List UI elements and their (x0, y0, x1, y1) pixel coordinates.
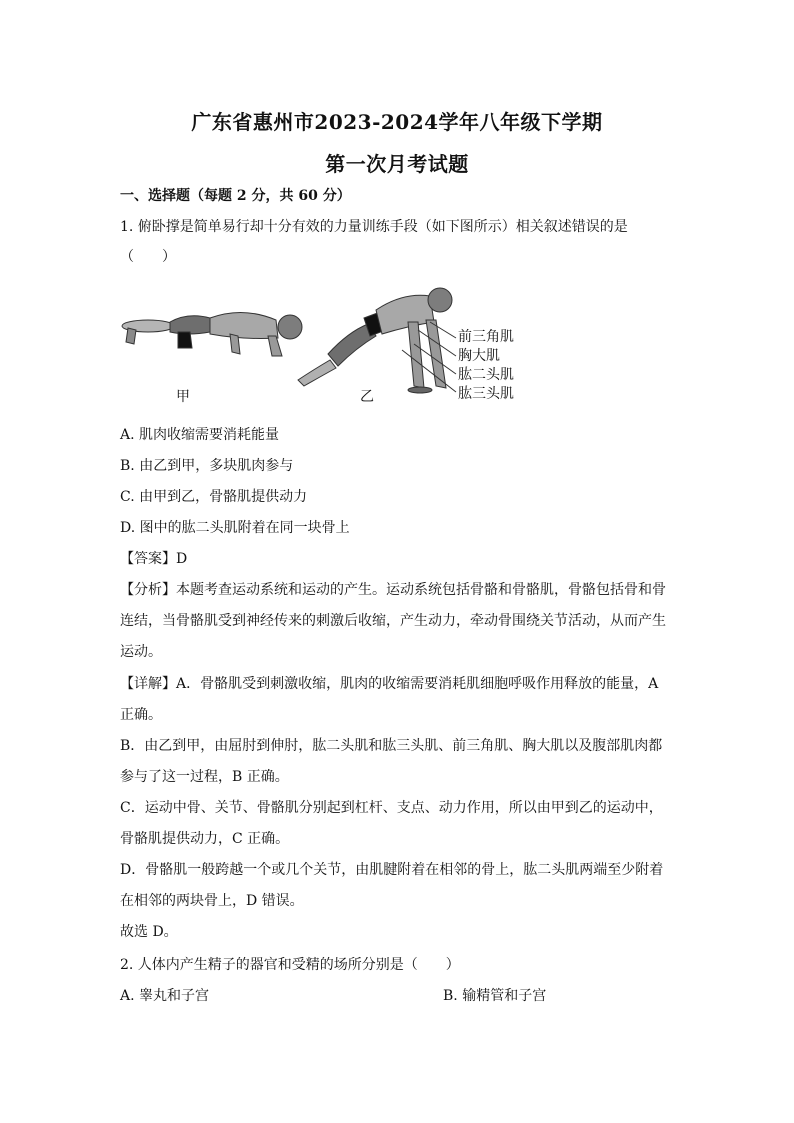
q1-analysis-line: 运动。 (120, 644, 162, 660)
muscle-label-triceps: 肱三头肌 (458, 386, 514, 402)
q1-detail-line: D．骨骼肌一般跨越一个或几个关节，由肌腱附着在相邻的骨上，肱二头肌两端至少附着 (120, 862, 664, 878)
pushup-figure-jia (122, 312, 302, 356)
q1-detail-line: 参与了这一过程，B 正确。 (120, 769, 289, 785)
q1-detail-line: 在相邻的两块骨上，D 错误。 (120, 893, 304, 909)
q1-detail-line: C．运动中骨、关节、骨骼肌分别起到杠杆、支点、动力作用，所以由甲到乙的运动中， (120, 800, 663, 816)
q1-answer: 【答案】D (120, 551, 188, 567)
q1-detail-line: B．由乙到甲，由屈肘到伸肘，肱二头肌和肱三头肌、前三角肌、胸大肌以及腹部肌肉都 (120, 738, 663, 754)
pushup-figure-yi (298, 288, 452, 393)
figure-label-yi: 乙 (360, 389, 374, 405)
q1-option-b: B. 由乙到甲，多块肌肉参与 (120, 458, 294, 474)
q2-stem: 2. 人体内产生精子的器官和受精的场所分别是（ ） (120, 957, 460, 973)
q1-detail-line: 骨骼肌提供动力，C 正确。 (120, 831, 290, 847)
q2-option-a: A. 睾丸和子宫 (120, 988, 210, 1004)
q1-option-d: D. 图中的肱二头肌附着在同一块骨上 (120, 520, 350, 536)
q2-option-b: B. 输精管和子宫 (443, 988, 547, 1004)
muscle-label-biceps: 肱二头肌 (458, 367, 514, 383)
figure-label-jia: 甲 (176, 389, 190, 405)
q1-detail-line: 正确。 (120, 707, 162, 723)
pushup-figure (118, 282, 538, 407)
section-heading: 一、选择题（每题 2 分，共 60 分） (120, 188, 351, 204)
q1-option-a: A. 肌肉收缩需要消耗能量 (120, 427, 280, 443)
q1-stem: 1. 俯卧撑是简单易行却十分有效的力量训练手段（如下图所示）相关叙述错误的是 (120, 219, 628, 235)
q1-detail-line: 【详解】A．骨骼肌受到刺激收缩，肌肉的收缩需要消耗肌细胞呼吸作用释放的能量，A (120, 676, 659, 692)
muscle-label-anterior-deltoid: 前三角肌 (458, 329, 514, 345)
exam-title-line1: 广东省惠州市2023-2024学年八年级下学期 (191, 110, 603, 134)
exam-title-line2: 第一次月考试题 (325, 152, 469, 176)
q1-option-c: C. 由甲到乙，骨骼肌提供动力 (120, 489, 308, 505)
muscle-label-pectoralis: 胸大肌 (458, 348, 500, 364)
q1-conclusion: 故选 D。 (120, 924, 178, 940)
q1-blank: （ ） (120, 249, 176, 265)
q1-analysis-line: 连结，当骨骼肌受到神经传来的刺激后收缩，产生动力，牵动骨围绕关节活动，从而产生 (120, 613, 666, 629)
q1-analysis-line: 【分析】本题考查运动系统和运动的产生。运动系统包括骨骼和骨骼肌，骨骼包括骨和骨 (120, 582, 666, 598)
